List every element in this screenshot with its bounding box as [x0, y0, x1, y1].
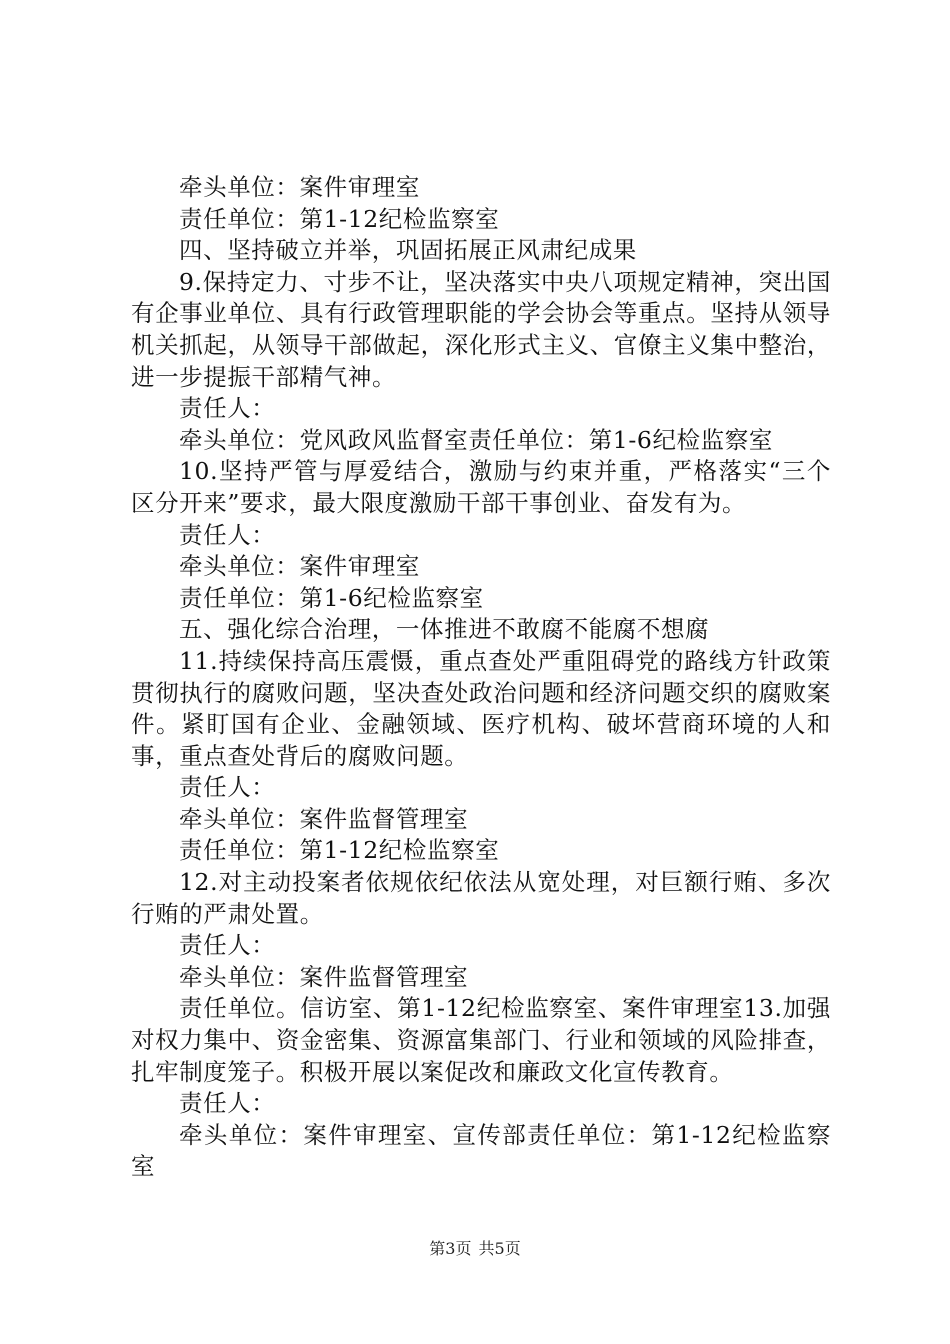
lead-unit-line: 牵头单位：案件审理室、宣传部责任单位：第1-12纪检监察室 — [131, 1120, 831, 1181]
responsible-unit-line: 责任单位：第1-6纪检监察室 — [179, 583, 484, 612]
page-total: 共5页 — [478, 1239, 521, 1258]
lead-unit-line: 牵头单位：案件审理室 — [179, 552, 420, 581]
responsible-person-line: 责任人： — [179, 773, 276, 802]
responsible-person-line: 责任人： — [179, 1089, 276, 1118]
page-footer — [0, 1237, 950, 1261]
responsible-person-line: 责任人： — [179, 931, 276, 960]
lead-unit-line: 牵头单位：案件监督管理室 — [179, 804, 469, 833]
responsible-unit-line: 责任单位：第1-12纪检监察室 — [179, 204, 500, 233]
document-body — [131, 172, 831, 1183]
responsible-unit-line: 责任单位：第1-12纪检监察室 — [179, 836, 500, 865]
lead-unit-line: 牵头单位：案件监督管理室 — [179, 962, 469, 991]
item-13: 责任单位。信访室、第1-12纪检监察室、案件审理室13.加强对权力集中、资金密集、资源富集部门、行业和领域的风险排查，扎牢制度笼子。积极开展以案促改和廉政文化宣传教育。 — [131, 994, 831, 1086]
item-9: 9.保持定力、寸步不让，坚决落实中央八项规定精神，突出国有企事业单位、具有行政管理职能的学会协会等重点。坚持从领导机关抓起，从领导干部做起，深化形式主义、官僚主义集中整治，进一步提振干部精气神。 — [131, 267, 831, 391]
item-12: 12.对主动投案者依规依纪依法从宽处理，对巨额行贿、多次行贿的严肃处置。 — [131, 868, 831, 928]
section-heading-4: 四、坚持破立并举，巩固拓展正风肃纪成果 — [179, 236, 637, 265]
responsible-person-line: 责任人： — [179, 394, 276, 423]
page-number: 第3页 — [429, 1239, 472, 1258]
responsible-person-line: 责任人： — [179, 520, 276, 549]
lead-unit-line: 牵头单位：案件审理室 — [179, 173, 420, 201]
item-11: 11.持续保持高压震慑，重点查处严重阻碍党的路线方针政策贯彻执行的腐败问题，坚决查处政治问题和经济问题交织的腐败案件。紧盯国有企业、金融领域、医疗机构、破坏营商环境的人和事，重点查处背后的腐败问题。 — [131, 646, 831, 770]
lead-unit-line: 牵头单位：党风政风监督室责任单位：第1-6纪检监察室 — [179, 425, 773, 454]
section-heading-5: 五、强化综合治理，一体推进不敢腐不能腐不想腐 — [179, 615, 710, 644]
item-10: 10.坚持严管与厚爱结合，激励与约束并重，严格落实“三个区分开来”要求，最大限度激励干部干事创业、奋发有为。 — [131, 457, 831, 517]
